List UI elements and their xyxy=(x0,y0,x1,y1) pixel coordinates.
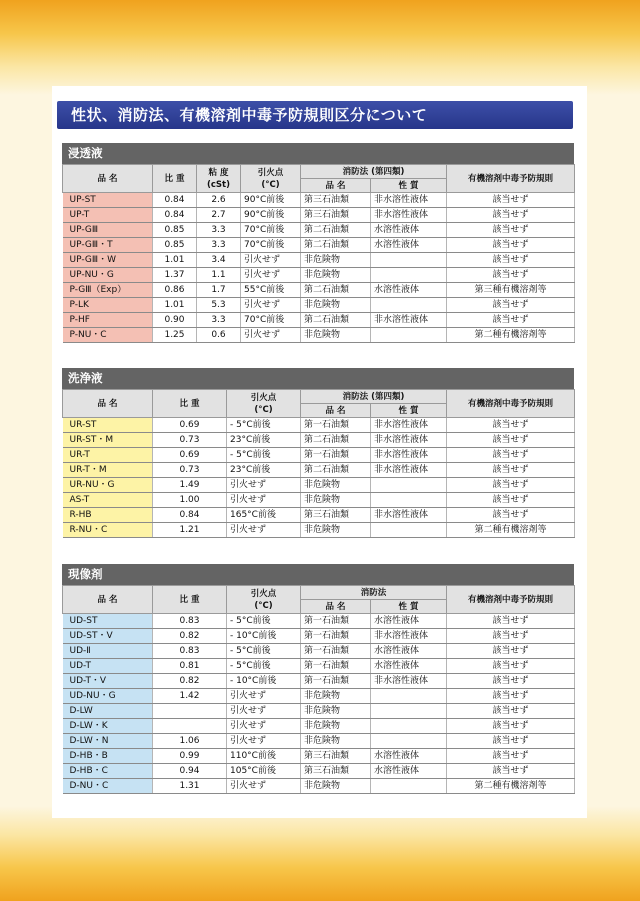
table-row xyxy=(63,734,575,749)
table-row xyxy=(63,644,575,659)
flash-label: 引火点 xyxy=(257,167,284,178)
viscosity-cell: 1.1 xyxy=(197,268,241,283)
col-fire-law: 消防法 xyxy=(301,586,447,600)
organic-rule-cell: 該当せず xyxy=(447,238,575,253)
fire-class-cell: 第一石油類 xyxy=(301,659,371,674)
table-row xyxy=(63,208,575,223)
section-penetrant xyxy=(62,143,574,343)
organic-rule-cell: 該当せず xyxy=(447,313,575,328)
section-developer xyxy=(62,564,574,794)
fire-property-cell xyxy=(371,493,447,508)
flash-point-cell: 23°C前後 xyxy=(227,433,301,448)
fire-class-cell: 非危険物 xyxy=(301,734,371,749)
product-name-cell: AS-T xyxy=(63,493,153,508)
table-row xyxy=(63,313,575,328)
fire-property-cell: 非水溶性液体 xyxy=(371,208,447,223)
flash-point-cell: - 5°C前後 xyxy=(227,614,301,629)
fire-class-cell: 第二石油類 xyxy=(301,433,371,448)
fire-property-cell xyxy=(371,478,447,493)
fire-property-cell xyxy=(371,689,447,704)
flash-point-cell: 90°C前後 xyxy=(241,193,301,208)
gravity-cell: 0.84 xyxy=(153,208,197,223)
fire-class-cell: 非危険物 xyxy=(301,719,371,734)
viscosity-cell: 3.3 xyxy=(197,313,241,328)
product-name-cell: R-HB xyxy=(63,508,153,523)
product-name-cell: UD-Ⅱ xyxy=(63,644,153,659)
gravity-cell: 0.69 xyxy=(153,448,227,463)
viscosity-cell: 2.7 xyxy=(197,208,241,223)
table-row xyxy=(63,193,575,208)
gravity-cell xyxy=(153,704,227,719)
table-row xyxy=(63,674,575,689)
organic-rule-cell: 該当せず xyxy=(447,208,575,223)
fire-class-cell: 非危険物 xyxy=(301,493,371,508)
product-name-cell: D-LW xyxy=(63,704,153,719)
viscosity-cell: 1.7 xyxy=(197,283,241,298)
gravity-cell: 0.84 xyxy=(153,193,197,208)
fire-property-cell: 非水溶性液体 xyxy=(371,629,447,644)
organic-rule-cell: 該当せず xyxy=(447,268,575,283)
table-row xyxy=(63,764,575,779)
product-name-cell: UD-ST・V xyxy=(63,629,153,644)
product-name-cell: UR-ST xyxy=(63,418,153,433)
organic-rule-cell: 該当せず xyxy=(447,734,575,749)
flash-point-cell: 引火せず xyxy=(241,298,301,313)
table-row xyxy=(63,523,575,538)
gravity-cell: 0.69 xyxy=(153,418,227,433)
table-row xyxy=(63,508,575,523)
gravity-cell: 1.42 xyxy=(153,689,227,704)
col-organic: 有機溶剤中毒予防規則 xyxy=(447,390,575,418)
fire-property-cell: 水溶性液体 xyxy=(371,614,447,629)
fire-class-cell: 非危険物 xyxy=(301,478,371,493)
flash-point-cell: - 5°C前後 xyxy=(227,659,301,674)
gravity-cell: 0.82 xyxy=(153,674,227,689)
table-row xyxy=(63,629,575,644)
gravity-cell: 1.49 xyxy=(153,478,227,493)
product-name-cell: UP-GⅢ xyxy=(63,223,153,238)
organic-rule-cell: 該当せず xyxy=(447,508,575,523)
table-row xyxy=(63,238,575,253)
fire-class-cell: 第二石油類 xyxy=(301,283,371,298)
col-gravity: 比 重 xyxy=(153,165,197,193)
table-row xyxy=(63,298,575,313)
col-fire-prop: 性 質 xyxy=(371,600,447,614)
product-name-cell: UD-NU・G xyxy=(63,689,153,704)
gravity-cell: 0.83 xyxy=(153,614,227,629)
flash-point-cell: 90°C前後 xyxy=(241,208,301,223)
flash-unit: (°C) xyxy=(254,404,273,415)
viscosity-cell: 3.3 xyxy=(197,223,241,238)
fire-property-cell: 非水溶性液体 xyxy=(371,448,447,463)
cleaner-rows xyxy=(63,418,575,538)
product-name-cell: UR-ST・M xyxy=(63,433,153,448)
organic-rule-cell: 該当せず xyxy=(447,674,575,689)
col-fire-law: 消防法 (第四類) xyxy=(301,390,447,404)
gravity-cell: 0.84 xyxy=(153,508,227,523)
organic-rule-cell: 第三種有機溶剤等 xyxy=(447,283,575,298)
fire-property-cell: 非水溶性液体 xyxy=(371,463,447,478)
gravity-cell: 0.86 xyxy=(153,283,197,298)
fire-property-cell: 非水溶性液体 xyxy=(371,674,447,689)
product-name-cell: D-LW・N xyxy=(63,734,153,749)
col-product: 品 名 xyxy=(63,586,153,614)
product-name-cell: UR-T・M xyxy=(63,463,153,478)
table-row xyxy=(63,478,575,493)
organic-rule-cell: 該当せず xyxy=(447,418,575,433)
organic-rule-cell: 該当せず xyxy=(447,223,575,238)
fire-class-cell: 非危険物 xyxy=(301,523,371,538)
gravity-cell: 1.37 xyxy=(153,268,197,283)
fire-property-cell xyxy=(371,704,447,719)
gravity-cell: 1.21 xyxy=(153,523,227,538)
fire-property-cell: 非水溶性液体 xyxy=(371,433,447,448)
product-name-cell: UR-NU・G xyxy=(63,478,153,493)
fire-property-cell: 水溶性液体 xyxy=(371,764,447,779)
gravity-cell: 0.82 xyxy=(153,629,227,644)
footer-gradient xyxy=(0,806,640,901)
fire-property-cell xyxy=(371,268,447,283)
section-title: 洗浄液 xyxy=(62,368,574,389)
table-row xyxy=(63,283,575,298)
col-viscosity xyxy=(197,165,241,193)
product-name-cell: R-NU・C xyxy=(63,523,153,538)
product-name-cell: P-GⅢ（Exp） xyxy=(63,283,153,298)
organic-rule-cell: 該当せず xyxy=(447,253,575,268)
product-name-cell: D-HB・B xyxy=(63,749,153,764)
fire-class-cell: 第二石油類 xyxy=(301,223,371,238)
fire-class-cell: 非危険物 xyxy=(301,779,371,794)
flash-point-cell: 110°C前後 xyxy=(227,749,301,764)
gravity-cell: 1.25 xyxy=(153,328,197,343)
flash-point-cell: 引火せず xyxy=(227,719,301,734)
table-row xyxy=(63,704,575,719)
gravity-cell: 1.31 xyxy=(153,779,227,794)
flash-point-cell: 165°C前後 xyxy=(227,508,301,523)
flash-point-cell: 引火せず xyxy=(241,268,301,283)
gravity-cell: 1.01 xyxy=(153,253,197,268)
organic-rule-cell: 第二種有機溶剤等 xyxy=(447,779,575,794)
fire-class-cell: 第三石油類 xyxy=(301,764,371,779)
flash-point-cell: 105°C前後 xyxy=(227,764,301,779)
table-row xyxy=(63,253,575,268)
organic-rule-cell: 該当せず xyxy=(447,644,575,659)
organic-rule-cell: 該当せず xyxy=(447,719,575,734)
fire-property-cell: 水溶性液体 xyxy=(371,659,447,674)
col-fire-name: 品 名 xyxy=(301,179,371,193)
viscosity-unit: (cSt) xyxy=(207,179,230,190)
flash-point-cell: 23°C前後 xyxy=(227,463,301,478)
table-row xyxy=(63,418,575,433)
flash-point-cell: - 5°C前後 xyxy=(227,418,301,433)
section-cleaner xyxy=(62,368,574,538)
col-flash xyxy=(227,586,301,614)
viscosity-label: 粘 度 xyxy=(208,167,229,178)
organic-rule-cell: 該当せず xyxy=(447,448,575,463)
viscosity-cell: 3.3 xyxy=(197,238,241,253)
gravity-cell: 0.85 xyxy=(153,238,197,253)
col-flash xyxy=(241,165,301,193)
flash-point-cell: - 10°C前後 xyxy=(227,674,301,689)
fire-property-cell xyxy=(371,253,447,268)
organic-rule-cell: 該当せず xyxy=(447,298,575,313)
section-title: 浸透液 xyxy=(62,143,574,164)
page-title: 性状、消防法、有機溶剤中毒予防規則区分について xyxy=(57,101,573,129)
gravity-cell: 1.00 xyxy=(153,493,227,508)
product-name-cell: P-LK xyxy=(63,298,153,313)
fire-class-cell: 非危険物 xyxy=(301,268,371,283)
fire-property-cell: 水溶性液体 xyxy=(371,749,447,764)
table-row xyxy=(63,433,575,448)
product-name-cell: P-HF xyxy=(63,313,153,328)
product-name-cell: P-NU・C xyxy=(63,328,153,343)
fire-class-cell: 第二石油類 xyxy=(301,238,371,253)
developer-rows xyxy=(63,614,575,794)
product-name-cell: UR-T xyxy=(63,448,153,463)
product-name-cell: UP-NU・G xyxy=(63,268,153,283)
flash-point-cell: 引火せず xyxy=(227,689,301,704)
gravity-cell xyxy=(153,719,227,734)
fire-class-cell: 第二石油類 xyxy=(301,313,371,328)
col-fire-prop: 性 質 xyxy=(371,179,447,193)
fire-class-cell: 第二石油類 xyxy=(301,463,371,478)
organic-rule-cell: 第二種有機溶剤等 xyxy=(447,523,575,538)
gravity-cell: 1.01 xyxy=(153,298,197,313)
flash-point-cell: 55°C前後 xyxy=(241,283,301,298)
fire-class-cell: 非危険物 xyxy=(301,298,371,313)
gravity-cell: 0.73 xyxy=(153,463,227,478)
fire-property-cell: 水溶性液体 xyxy=(371,223,447,238)
viscosity-cell: 5.3 xyxy=(197,298,241,313)
table-row xyxy=(63,463,575,478)
flash-point-cell: - 5°C前後 xyxy=(227,448,301,463)
fire-class-cell: 第一石油類 xyxy=(301,674,371,689)
flash-point-cell: 引火せず xyxy=(227,779,301,794)
fire-class-cell: 非危険物 xyxy=(301,253,371,268)
flash-point-cell: 引火せず xyxy=(227,523,301,538)
gravity-cell: 0.94 xyxy=(153,764,227,779)
organic-rule-cell: 該当せず xyxy=(447,478,575,493)
flash-point-cell: 70°C前後 xyxy=(241,223,301,238)
flash-unit: (°C) xyxy=(254,600,273,611)
organic-rule-cell: 該当せず xyxy=(447,433,575,448)
penetrant-table xyxy=(62,164,575,343)
table-row xyxy=(63,328,575,343)
fire-class-cell: 第三石油類 xyxy=(301,193,371,208)
organic-rule-cell: 該当せず xyxy=(447,689,575,704)
col-fire-law: 消防法 (第四類) xyxy=(301,165,447,179)
flash-point-cell: 70°C前後 xyxy=(241,313,301,328)
fire-class-cell: 第一石油類 xyxy=(301,644,371,659)
fire-property-cell: 非水溶性液体 xyxy=(371,508,447,523)
organic-rule-cell: 該当せず xyxy=(447,193,575,208)
organic-rule-cell: 該当せず xyxy=(447,629,575,644)
flash-point-cell: - 10°C前後 xyxy=(227,629,301,644)
col-product: 品 名 xyxy=(63,165,153,193)
fire-class-cell: 非危険物 xyxy=(301,328,371,343)
organic-rule-cell: 該当せず xyxy=(447,704,575,719)
fire-class-cell: 非危険物 xyxy=(301,704,371,719)
fire-property-cell xyxy=(371,779,447,794)
gravity-cell: 0.85 xyxy=(153,223,197,238)
col-fire-prop: 性 質 xyxy=(371,404,447,418)
product-name-cell: D-LW・K xyxy=(63,719,153,734)
organic-rule-cell: 該当せず xyxy=(447,493,575,508)
flash-point-cell: 引火せず xyxy=(227,704,301,719)
flash-point-cell: 引火せず xyxy=(241,253,301,268)
viscosity-cell: 3.4 xyxy=(197,253,241,268)
cleaner-table xyxy=(62,389,575,538)
flash-point-cell: 引火せず xyxy=(227,493,301,508)
col-gravity: 比 重 xyxy=(153,390,227,418)
gravity-cell: 1.06 xyxy=(153,734,227,749)
col-organic: 有機溶剤中毒予防規則 xyxy=(447,165,575,193)
fire-property-cell: 水溶性液体 xyxy=(371,283,447,298)
col-fire-name: 品 名 xyxy=(301,404,371,418)
flash-point-cell: 引火せず xyxy=(227,478,301,493)
product-name-cell: UP-GⅢ・W xyxy=(63,253,153,268)
flash-point-cell: 引火せず xyxy=(227,734,301,749)
fire-class-cell: 第三石油類 xyxy=(301,508,371,523)
developer-table xyxy=(62,585,575,794)
fire-property-cell: 水溶性液体 xyxy=(371,238,447,253)
viscosity-cell: 2.6 xyxy=(197,193,241,208)
table-row xyxy=(63,779,575,794)
table-row xyxy=(63,448,575,463)
penetrant-rows xyxy=(63,193,575,343)
product-name-cell: UD-T xyxy=(63,659,153,674)
col-fire-name: 品 名 xyxy=(301,600,371,614)
product-name-cell: UD-T・V xyxy=(63,674,153,689)
col-flash xyxy=(227,390,301,418)
fire-property-cell: 非水溶性液体 xyxy=(371,418,447,433)
table-row xyxy=(63,749,575,764)
section-title: 現像剤 xyxy=(62,564,574,585)
fire-class-cell: 第三石油類 xyxy=(301,749,371,764)
gravity-cell: 0.73 xyxy=(153,433,227,448)
organic-rule-cell: 該当せず xyxy=(447,659,575,674)
gravity-cell: 0.83 xyxy=(153,644,227,659)
fire-class-cell: 非危険物 xyxy=(301,689,371,704)
fire-class-cell: 第一石油類 xyxy=(301,614,371,629)
fire-property-cell: 非水溶性液体 xyxy=(371,313,447,328)
gravity-cell: 0.90 xyxy=(153,313,197,328)
fire-property-cell: 水溶性液体 xyxy=(371,644,447,659)
col-product: 品 名 xyxy=(63,390,153,418)
organic-rule-cell: 該当せず xyxy=(447,764,575,779)
flash-unit: (°C) xyxy=(261,179,280,190)
product-name-cell: D-NU・C xyxy=(63,779,153,794)
organic-rule-cell: 第二種有機溶剤等 xyxy=(447,328,575,343)
fire-property-cell: 非水溶性液体 xyxy=(371,193,447,208)
col-organic: 有機溶剤中毒予防規則 xyxy=(447,586,575,614)
viscosity-cell: 0.6 xyxy=(197,328,241,343)
table-row xyxy=(63,493,575,508)
fire-class-cell: 第一石油類 xyxy=(301,418,371,433)
product-name-cell: UP-GⅢ・T xyxy=(63,238,153,253)
product-name-cell: UP-ST xyxy=(63,193,153,208)
gravity-cell: 0.99 xyxy=(153,749,227,764)
organic-rule-cell: 該当せず xyxy=(447,749,575,764)
fire-property-cell xyxy=(371,523,447,538)
organic-rule-cell: 該当せず xyxy=(447,614,575,629)
fire-class-cell: 第一石油類 xyxy=(301,629,371,644)
col-gravity: 比 重 xyxy=(153,586,227,614)
fire-class-cell: 第一石油類 xyxy=(301,448,371,463)
flash-point-cell: 70°C前後 xyxy=(241,238,301,253)
product-name-cell: UD-ST xyxy=(63,614,153,629)
table-row xyxy=(63,268,575,283)
flash-label: 引火点 xyxy=(250,392,277,403)
header-gradient xyxy=(0,0,640,95)
fire-property-cell xyxy=(371,734,447,749)
flash-point-cell: 引火せず xyxy=(241,328,301,343)
flash-label: 引火点 xyxy=(250,588,277,599)
gravity-cell: 0.81 xyxy=(153,659,227,674)
table-row xyxy=(63,659,575,674)
fire-property-cell xyxy=(371,719,447,734)
fire-property-cell xyxy=(371,328,447,343)
product-name-cell: UP-T xyxy=(63,208,153,223)
fire-class-cell: 第三石油類 xyxy=(301,208,371,223)
table-row xyxy=(63,719,575,734)
table-row xyxy=(63,689,575,704)
organic-rule-cell: 該当せず xyxy=(447,463,575,478)
table-row xyxy=(63,614,575,629)
product-name-cell: D-HB・C xyxy=(63,764,153,779)
table-row xyxy=(63,223,575,238)
fire-property-cell xyxy=(371,298,447,313)
flash-point-cell: - 5°C前後 xyxy=(227,644,301,659)
